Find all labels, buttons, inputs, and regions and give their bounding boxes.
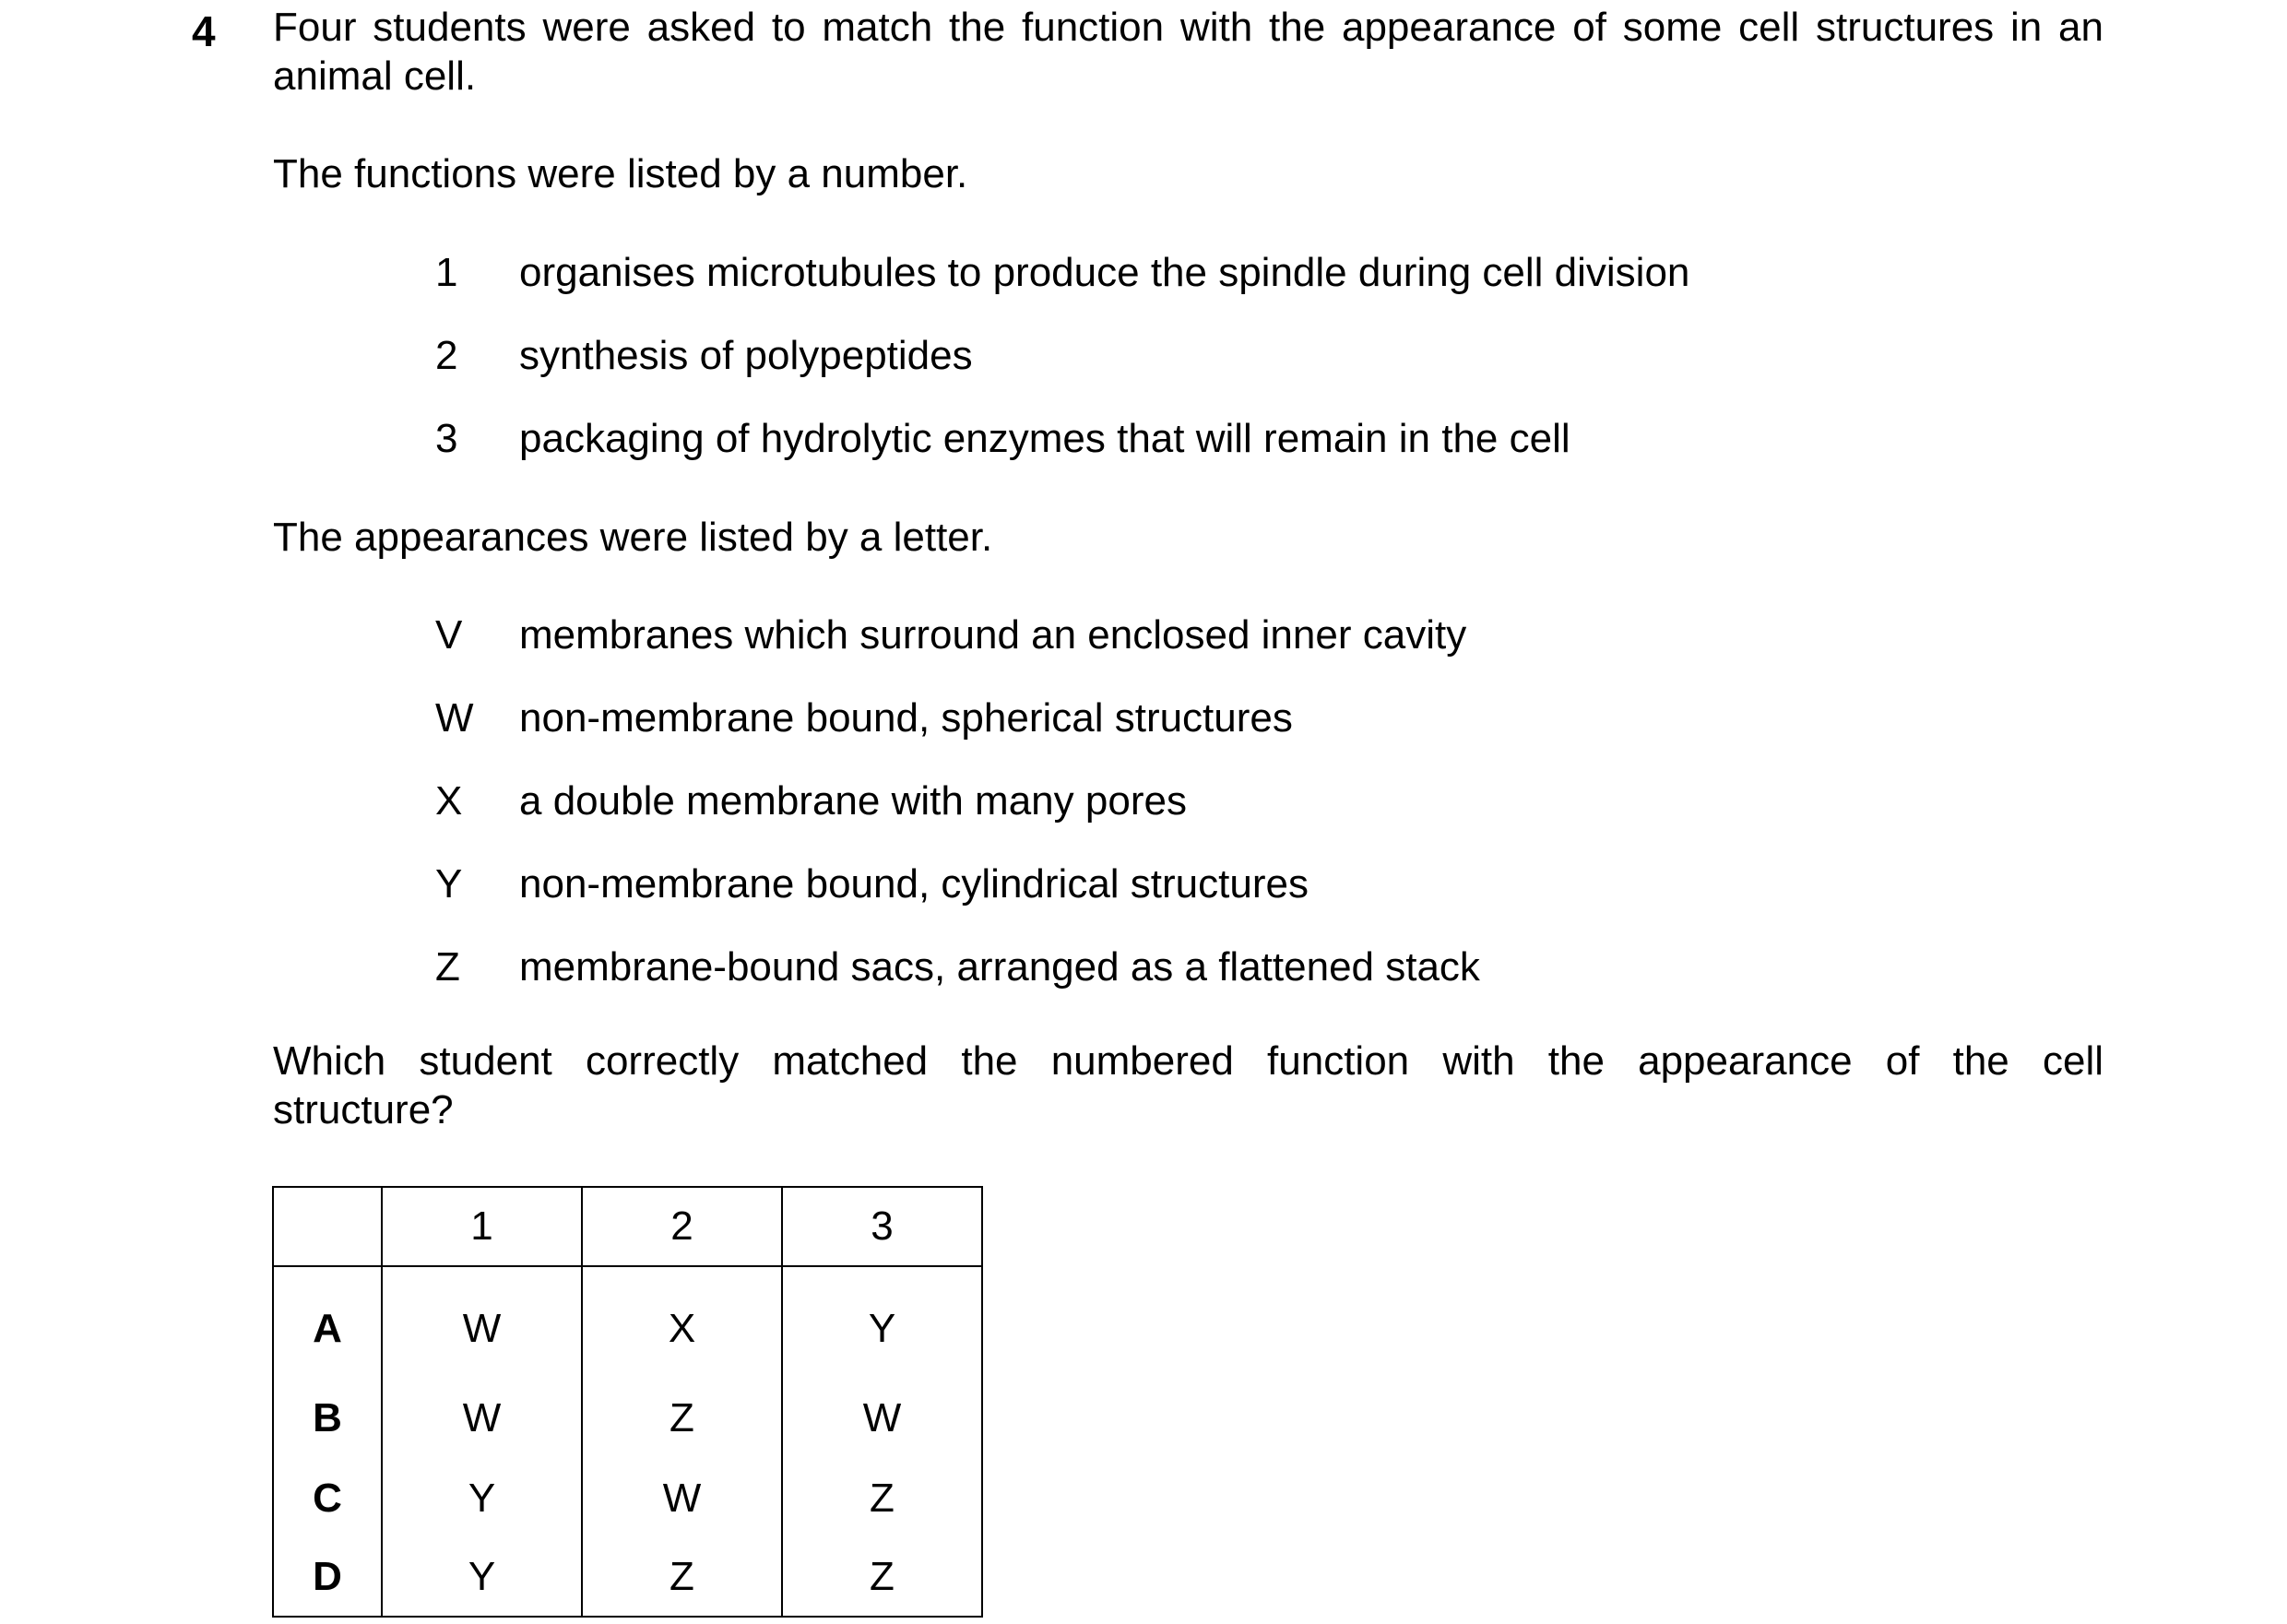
question-number: 4 [192, 7, 216, 55]
table-cell: Z [582, 1538, 782, 1617]
table-cell: Z [782, 1458, 982, 1538]
answer-table [272, 1186, 983, 1618]
question-intro-line2: animal cell. [273, 53, 477, 99]
option-label: D [273, 1538, 382, 1617]
appearance-text-x: a double membrane with many pores [519, 778, 1187, 824]
function-text-3: packaging of hydrolytic enzymes that will remain in the cell [519, 416, 1570, 461]
function-key-1: 1 [435, 250, 458, 295]
appearance-text-v: membranes which surround an enclosed inner cavity [519, 612, 1467, 658]
table-cell: W [382, 1378, 582, 1458]
answer-row-b [273, 1378, 982, 1458]
answer-row-d [273, 1538, 982, 1617]
option-label: C [273, 1458, 382, 1538]
column-header-1: 1 [382, 1187, 582, 1266]
table-cell: W [782, 1378, 982, 1458]
appearance-key-y: Y [435, 861, 463, 907]
option-label: A [273, 1266, 382, 1378]
question-intro-line1: Four students were asked to match the function with the appearance of some cell structures in an [273, 5, 2103, 50]
function-text-1: organises microtubules to produce the spindle during cell division [519, 250, 1690, 295]
question-prompt-line2: structure? [273, 1087, 454, 1132]
appearance-key-v: V [435, 612, 463, 658]
column-header-2: 2 [582, 1187, 782, 1266]
table-cell: Y [382, 1538, 582, 1617]
question-prompt [273, 1037, 2103, 1134]
function-key-2: 2 [435, 333, 458, 378]
appearance-key-w: W [435, 695, 474, 741]
table-cell: W [382, 1266, 582, 1378]
table-cell: Y [782, 1266, 982, 1378]
question-intro [273, 3, 2103, 101]
answer-row-a [273, 1266, 982, 1378]
option-label: B [273, 1378, 382, 1458]
table-cell: Y [382, 1458, 582, 1538]
table-cell: Z [582, 1378, 782, 1458]
appearances-intro: The appearances were listed by a letter. [273, 515, 993, 560]
question-prompt-line1: Which student correctly matched the numbered function with the appearance of the cell [273, 1038, 2103, 1084]
column-header-3: 3 [782, 1187, 982, 1266]
table-cell: Z [782, 1538, 982, 1617]
appearance-text-w: non-membrane bound, spherical structures [519, 695, 1293, 741]
function-text-2: synthesis of polypeptides [519, 333, 973, 378]
table-cell: W [582, 1458, 782, 1538]
functions-intro: The functions were listed by a number. [273, 151, 968, 196]
table-cell: X [582, 1266, 782, 1378]
appearance-key-x: X [435, 778, 463, 824]
answer-table-header-row [273, 1187, 982, 1266]
answer-table-corner [273, 1187, 382, 1266]
appearance-key-z: Z [435, 944, 460, 990]
function-key-3: 3 [435, 416, 458, 461]
appearance-text-z: membrane-bound sacs, arranged as a flattened stack [519, 944, 1480, 990]
appearance-text-y: non-membrane bound, cylindrical structures [519, 861, 1309, 907]
answer-row-c [273, 1458, 982, 1538]
